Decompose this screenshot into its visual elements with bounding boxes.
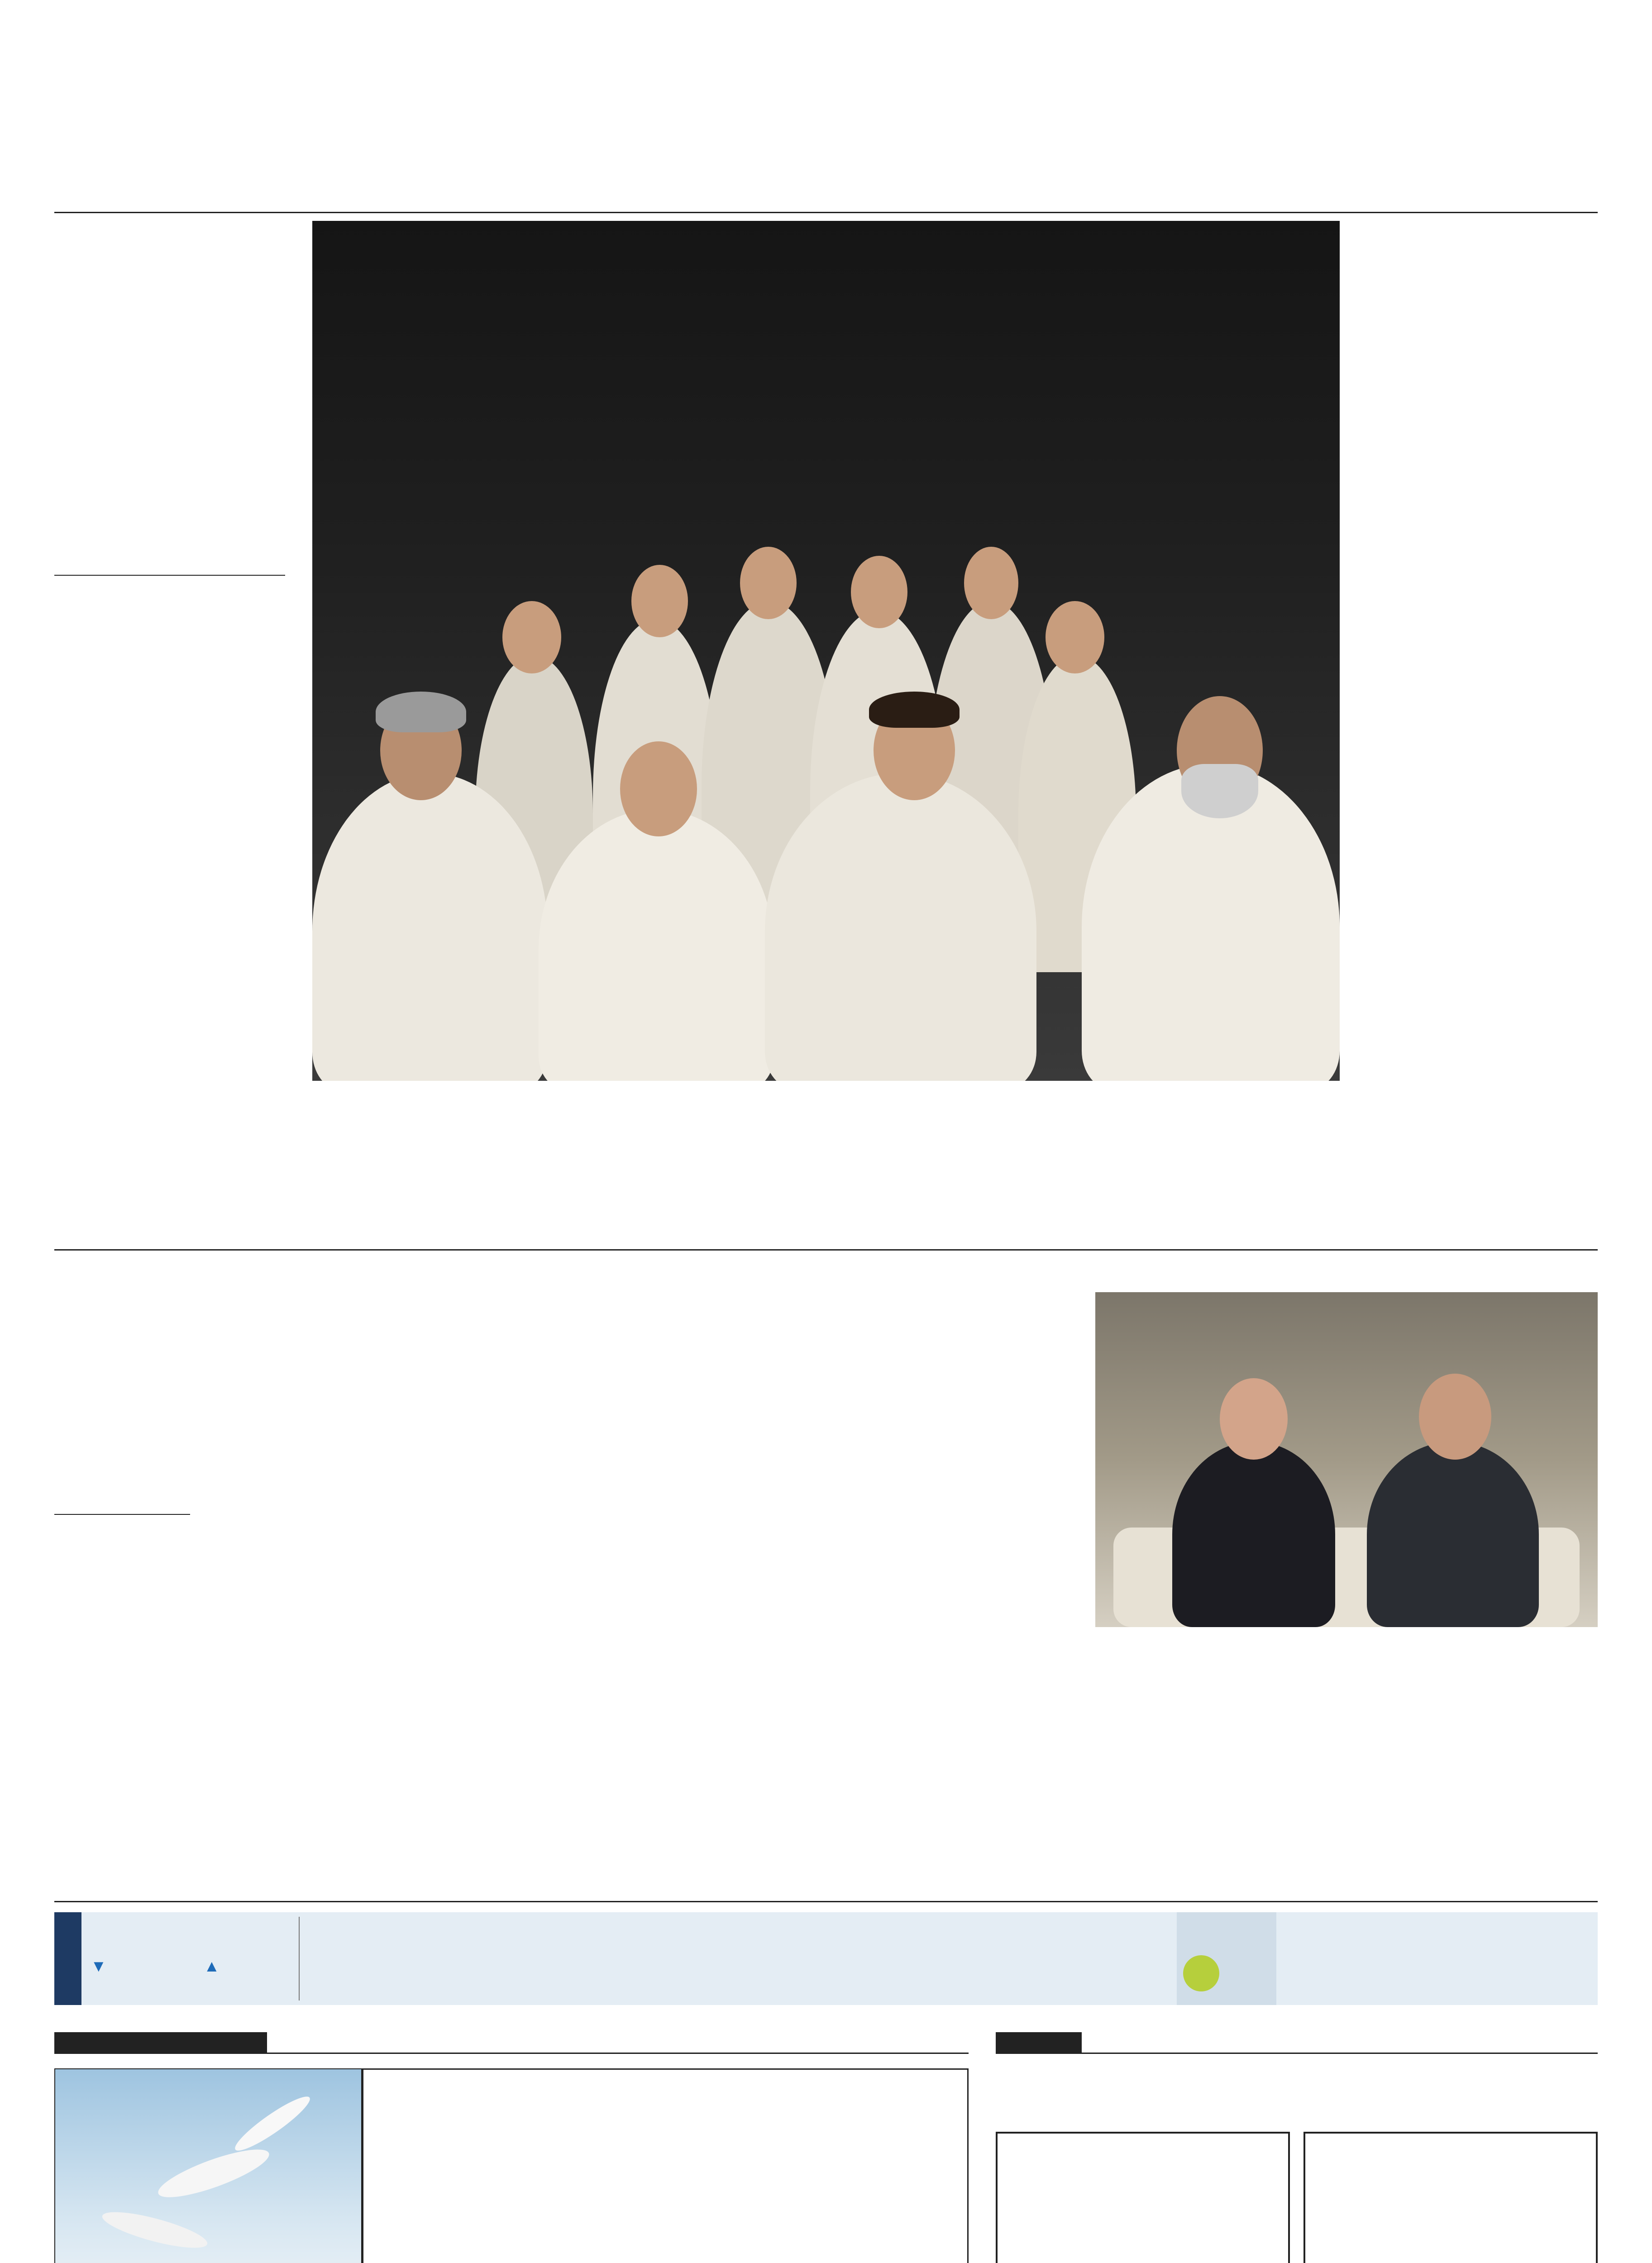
sudoku-section: [996, 2032, 1598, 2263]
bird-icon: [154, 2140, 274, 2206]
brooks-col-2: [306, 1494, 552, 1806]
cast-face: [851, 556, 907, 628]
mel-brooks-face: [1220, 1378, 1288, 1460]
uv-box: [1177, 1912, 1276, 2005]
brooks-byline-rule: [54, 1514, 190, 1515]
cast-face: [620, 741, 697, 836]
byline-rule: [54, 575, 285, 576]
temp-min: ▼: [91, 1957, 107, 1975]
mel-brooks: [1172, 1442, 1335, 1627]
hamlet-col-4: [724, 1120, 917, 1238]
hamlet-col-2: [312, 1120, 505, 1238]
brooks-col-5: [1095, 1684, 1333, 1806]
services-rule: [54, 1901, 1598, 1902]
weather-panel: [54, 1912, 1598, 2005]
weather-divider: [299, 1917, 300, 2000]
header-rule: [54, 212, 1598, 213]
cast-hair: [869, 692, 960, 728]
judd-apatow: [1367, 1442, 1539, 1627]
sudoku-oro-grid[interactable]: [996, 2132, 1290, 2263]
crossword-grid[interactable]: [362, 2068, 969, 2263]
crossword-title-box: [54, 2032, 267, 2054]
cast-face: [631, 565, 688, 637]
brooks-col-6: [1351, 1684, 1598, 1806]
brooks-photo: [1095, 1292, 1598, 1627]
cast-face: [964, 547, 1018, 619]
masthead: [54, 163, 1598, 213]
brooks-col-4: [826, 1494, 1073, 1806]
sudoku-rule: [996, 2053, 1598, 2054]
cast-member: [765, 773, 1036, 1081]
crossword-header: [54, 2032, 969, 2054]
judd-apatow-face: [1419, 1374, 1491, 1460]
hamlet-col-1: [54, 584, 285, 1236]
hamlet-col-5: [930, 1120, 1122, 1238]
cast-member: [539, 809, 774, 1081]
cast-face: [502, 601, 561, 673]
bird-icon: [100, 2205, 210, 2255]
rain-box: [1281, 1912, 1598, 2005]
crossword-illustration: [54, 2068, 362, 2263]
brooks-col-1: [54, 1525, 292, 1806]
weather-tab: [54, 1912, 81, 2005]
sudoku-title: [996, 2032, 1082, 2054]
article-divider: [54, 1249, 1598, 1251]
bird-icon: [230, 2090, 315, 2157]
hamlet-col-3: [518, 1120, 711, 1238]
brooks-col-3: [566, 1494, 812, 1806]
cast-beard: [1181, 764, 1258, 818]
uv-value: [1183, 1955, 1219, 1991]
cast-member: [312, 773, 548, 1081]
cast-face: [1046, 601, 1104, 673]
sudoku-platino-grid[interactable]: [1303, 2132, 1598, 2263]
cast-hair: [376, 692, 466, 732]
hamlet-cast-photo: [312, 221, 1340, 1081]
temp-max: ▲: [204, 1957, 220, 1975]
cast-face: [740, 547, 797, 619]
hamlet-col-6: [1351, 267, 1598, 1238]
